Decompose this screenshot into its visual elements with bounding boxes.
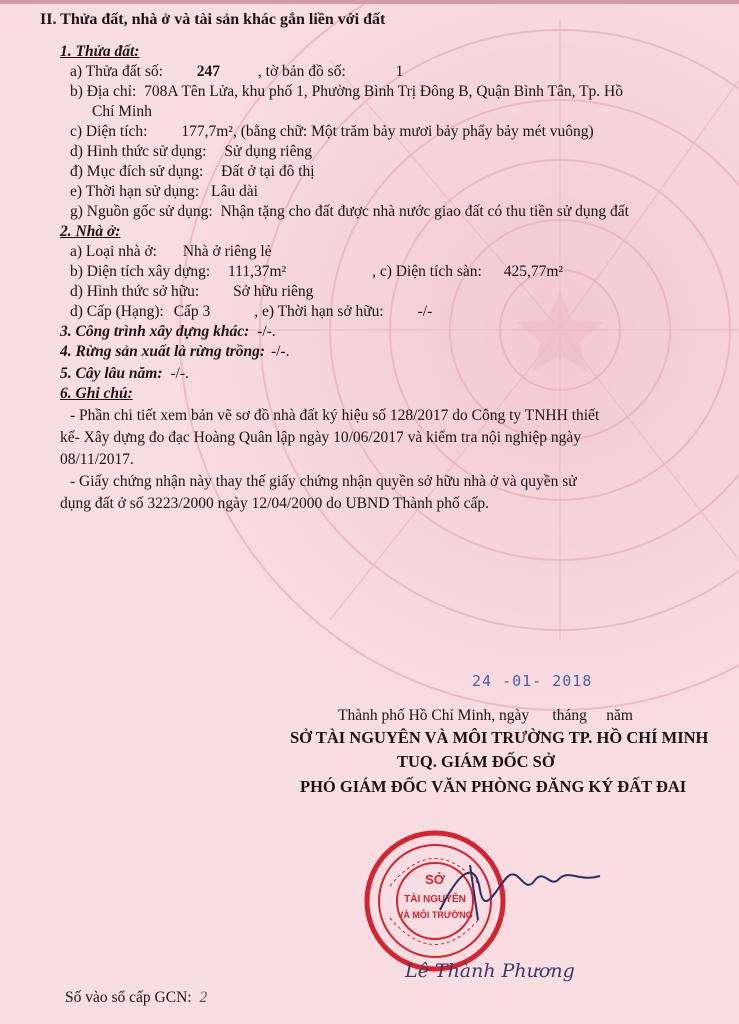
agency-name: SỞ TÀI NGUYÊN VÀ MÔI TRƯỜNG TP. HỒ CHÍ MINH <box>290 728 709 747</box>
note2-line2: dụng đất ở số 3223/2000 ngày 12/04/2000 do UBND Thành phố cấp. <box>60 495 489 512</box>
svg-text:VÀ MÔI TRƯỜNG: VÀ MÔI TRƯỜNG <box>397 910 473 920</box>
house-type-row <box>70 242 272 261</box>
address-row <box>70 82 623 101</box>
signer-name: Lê Thành Phương <box>405 960 575 982</box>
forest-heading: 4. Rừng sản xuất là rừng trồng: <box>60 343 266 360</box>
ownership-label: d) Hình thức sở hữu: <box>70 283 200 300</box>
house-type-value: Nhà ở riêng lẻ <box>182 243 272 260</box>
note1-line2: kế- Xây dựng đo đạc Hoàng Quân lập ngày 10/06/2017 và kiểm tra nội nghiệp ngày <box>60 429 582 446</box>
origin-value: Nhận tặng cho đất được nhà nước giao đất có thu tiền sử dụng đất <box>220 203 629 220</box>
signer-title: PHÓ GIÁM ĐỐC VĂN PHÒNG ĐĂNG KÝ ĐẤT ĐAI <box>300 777 687 796</box>
house-type-label: a) Loại nhà ở: <box>70 243 157 260</box>
own-term-label: , e) Thời hạn sở hữu: <box>254 303 384 320</box>
place-date: Thành phố Hồ Chí Minh, ngày tháng năm <box>338 707 633 724</box>
purpose-label: đ) Mục đích sử dụng: <box>70 163 204 180</box>
registry-value: 2 <box>199 989 208 1006</box>
parcel-row <box>70 62 403 81</box>
note2-line1: - Giấy chứng nhận này thay thế giấy chứng nhận quyền sở hữu nhà ở và quyền sử <box>70 473 577 490</box>
address-label: b) Địa chỉ: <box>70 83 137 100</box>
other-works-heading: 3. Công trình xây dựng khác: <box>60 323 250 340</box>
own-term-value: -/- <box>417 303 433 320</box>
other-works-row <box>60 322 276 341</box>
parcel-number: 247 <box>196 63 221 80</box>
note1-line1: - Phần chi tiết xem bản vẽ sơ đồ nhà đất ký hiệu số 128/2017 do Công ty TNHH thiết <box>70 407 600 424</box>
ownership-row <box>70 282 313 301</box>
forest-row <box>60 342 289 361</box>
floor-area-value: 425,77m² <box>503 263 564 280</box>
usage-form-label: d) Hình thức sử dụng: <box>70 143 207 160</box>
forest-value: -/-. <box>270 343 290 360</box>
perennial-row <box>60 364 189 383</box>
map-label: , tờ bản đồ số: <box>257 63 346 80</box>
origin-row <box>70 202 629 221</box>
purpose-row <box>70 162 315 181</box>
signature-scribble <box>430 850 610 930</box>
term-row <box>70 182 258 201</box>
house-heading: 2. Nhà ở: <box>60 223 121 240</box>
term-label: e) Thời hạn sử dụng: <box>70 183 200 200</box>
usage-form-value: Sử dụng riêng <box>224 143 312 160</box>
address-line2: Chí Minh <box>92 103 152 120</box>
origin-label: g) Nguồn gốc sử dụng: <box>70 203 213 220</box>
notes-heading: 6. Ghi chú: <box>60 385 133 402</box>
usage-form-row <box>70 142 312 161</box>
note1-line3: 08/11/2017. <box>60 451 134 468</box>
perennial-heading: 5. Cây lâu năm: <box>60 365 163 382</box>
svg-text:TÀI NGUYÊN: TÀI NGUYÊN <box>404 894 466 905</box>
address-value: 708A Tên Lửa, khu phố 1, Phường Bình Trị Đông B, Quận Bình Tân, Tp. Hồ <box>144 83 623 100</box>
ownership-value: Sở hữu riêng <box>233 283 314 300</box>
registry-label: Số vào sổ cấp GCN: <box>65 989 192 1006</box>
grade-row <box>70 302 432 321</box>
date-stamp: 24 -01- 2018 <box>472 672 593 690</box>
registry-row <box>65 988 207 1007</box>
area-value: 177,7m², (bằng chữ: Một trăm bảy mươi bảy phẩy bảy mét vuông) <box>181 123 594 140</box>
purpose-value: Đất ở tại đô thị <box>221 163 315 180</box>
parcel-label: a) Thửa đất số: <box>70 63 163 80</box>
map-number: 1 <box>395 63 404 80</box>
grade-value: Cấp 3 <box>173 303 211 320</box>
tuq-title: TUQ. GIÁM ĐỐC SỞ <box>397 752 555 771</box>
section-title: II. Thửa đất, nhà ở và tài sản khác gắn liền với đất <box>40 11 386 28</box>
land-heading: 1. Thửa đất: <box>60 43 140 60</box>
perennial-value: -/-. <box>170 365 189 382</box>
svg-text:SỞ: SỞ <box>425 872 445 887</box>
term-value: Lâu dài <box>210 183 258 200</box>
area-row <box>70 122 594 141</box>
grade-label: d) Cấp (Hạng): <box>70 303 164 320</box>
build-area-value: 111,37m² <box>228 263 287 280</box>
other-works-value: -/-. <box>257 323 276 340</box>
build-area-row <box>70 262 563 281</box>
floor-area-label: , c) Diện tích sàn: <box>372 263 482 280</box>
build-area-label: b) Diện tích xây dựng: <box>70 263 211 280</box>
area-label: c) Diện tích: <box>70 123 148 140</box>
